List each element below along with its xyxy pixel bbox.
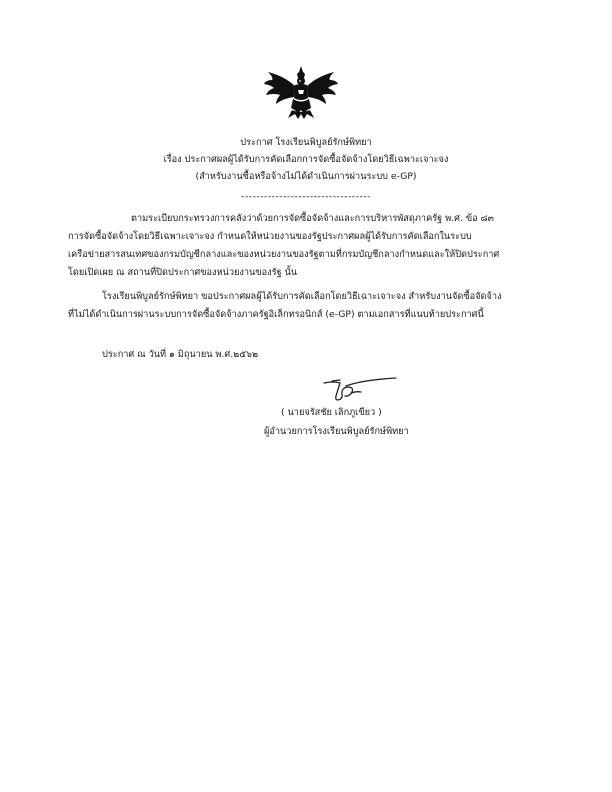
paragraph-2-line-2: ที่ไม่ได้ดำเนินการผ่านระบบการจัดซื้อจัดจ้างภาครัฐอิเล็กทรอนิกส์ (e-GP) ตามเอกสารที่แนบท้ายประกาศนี้ <box>68 309 484 320</box>
header-divider: ---------------------------------- <box>241 191 371 202</box>
announcement-subtitle: (สำหรับงานซื้อหรือจ้างไม่ได้ดำเนินการผ่านระบบ e-GP) <box>195 171 417 182</box>
announcement-date: ประกาศ ณ วันที่ ๑ มิถุนายน พ.ศ.๒๕๖๒ <box>102 349 259 360</box>
signatory-name: ( นายจรัสชัย เลิกภูเขียว ) <box>281 407 382 418</box>
garuda-emblem-icon <box>262 64 340 120</box>
paragraph-1-line-2: การจัดซื้อจัดจ้างโดยวิธีเฉพาะเจาะจง กำหนดให้หน่วยงานของรัฐประกาศผลผู้ได้รับการคัดเลือกในระบบ <box>68 231 472 242</box>
paragraph-1-line-4: โดยเปิดเผย ณ สถานที่ปิดประกาศของหน่วยงานของรัฐ นั้น <box>68 267 298 278</box>
announcement-subject: เรื่อง ประกาศผลผู้ได้รับการคัดเลือกการจัดซื้อจัดจ้างโดยวิธีเฉพาะเจาะจง <box>163 154 449 165</box>
paragraph-2-line-1: โรงเรียนพิบูลย์รักษ์พิทยา ขอประกาศผลผู้ได้รับการคัดเลือกโดยวิธีเฉาะเจาะจง สำหรับงานจัดซื้อจัดจ้าง <box>102 291 502 302</box>
paragraph-1-line-3: เครือข่ายสารสนเทศของกรมบัญชีกลางและของหน่วยงานของรัฐตามที่กรมบัญชีกลางกำหนดและให้ปิดประกาศ <box>68 249 500 260</box>
signature-icon <box>318 372 400 404</box>
paragraph-1-line-1: ตามระเบียบกระทรวงการคลังว่าด้วยการจัดซื้อจัดจ้างและการบริหารพัสดุภาครัฐ พ.ศ. ข้อ ๘๓ <box>131 213 494 224</box>
signatory-position: ผู้อำนวยการโรงเรียนพิบูลย์รักษ์พิทยา <box>264 426 409 437</box>
announcement-title: ประกาศ โรงเรียนพิบูลย์รักษ์พิทยา <box>240 137 372 148</box>
